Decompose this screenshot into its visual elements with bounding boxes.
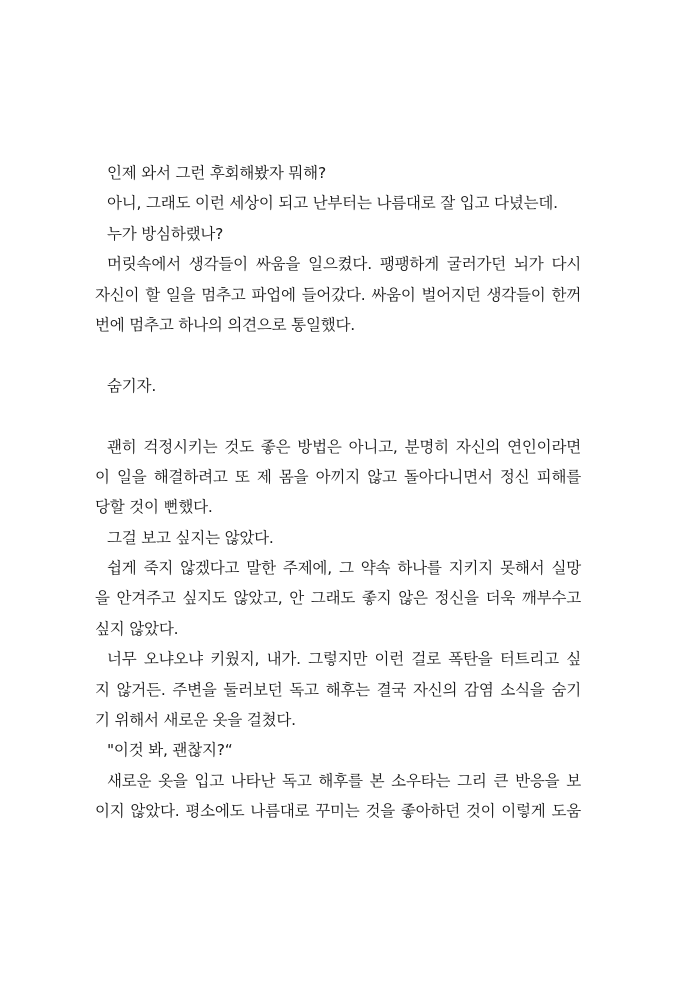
paragraph-line: 싶지 않았다. bbox=[95, 619, 179, 638]
document-page bbox=[95, 158, 581, 827]
paragraph-line: 누가 방심하랬나? bbox=[107, 224, 224, 243]
paragraph-line: 당할 것이 뻔했다. bbox=[95, 498, 213, 517]
blank-line bbox=[95, 340, 581, 370]
paragraph-line: 이지 않았다. 평소에도 나름대로 꾸미는 것을 좋아하던 것이 이렇게 도움 bbox=[95, 802, 581, 821]
paragraph-line: 지 않거든. 주변을 둘러보던 독고 해후는 결국 자신의 감염 소식을 숨기 bbox=[95, 680, 581, 699]
paragraph-line: 너무 오냐오냐 키웠지, 내가. 그렇지만 이런 걸로 폭탄을 터트리고 싶 bbox=[107, 650, 581, 669]
paragraph-line: 머릿속에서 생각들이 싸움을 일으켰다. 팽팽하게 굴러가던 뇌가 다시 bbox=[107, 255, 581, 274]
paragraph-line: 을 안겨주고 싶지도 않았고, 안 그래도 좋지 않은 정신을 더욱 깨부수고 bbox=[95, 589, 581, 608]
paragraph-line: 인제 와서 그런 후회해봤자 뭐해? bbox=[107, 164, 326, 182]
paragraph-line: "이것 봐, 괜찮지?“ bbox=[107, 741, 233, 760]
paragraph-line: 새로운 옷을 입고 나타난 독고 해후를 본 소우타는 그리 큰 반응을 보 bbox=[107, 771, 581, 790]
blank-line bbox=[95, 401, 581, 431]
paragraph-line: 그걸 보고 싶지는 않았다. bbox=[107, 528, 274, 547]
paragraph-line: 괜히 걱정시키는 것도 좋은 방법은 아니고, 분명히 자신의 연인이라면 bbox=[107, 437, 581, 456]
paragraph-line: 숨기자. bbox=[107, 376, 157, 395]
paragraph-line: 아니, 그래도 이런 세상이 되고 난부터는 나름대로 잘 입고 다녔는데. bbox=[107, 194, 558, 213]
paragraph-line: 자신이 할 일을 멈추고 파업에 들어갔다. 싸움이 벌어지던 생각들이 한꺼 bbox=[95, 285, 581, 304]
paragraph-line: 번에 멈추고 하나의 의견으로 통일했다. bbox=[95, 315, 356, 334]
paragraph-line: 이 일을 해결하려고 또 제 몸을 아끼지 않고 돌아다니면서 정신 피해를 bbox=[95, 467, 581, 486]
paragraph-line: 기 위해서 새로운 옷을 걸쳤다. bbox=[95, 711, 296, 730]
paragraph-line: 쉽게 죽지 않겠다고 말한 주제에, 그 약속 하나를 지키지 못해서 실망 bbox=[107, 559, 581, 578]
